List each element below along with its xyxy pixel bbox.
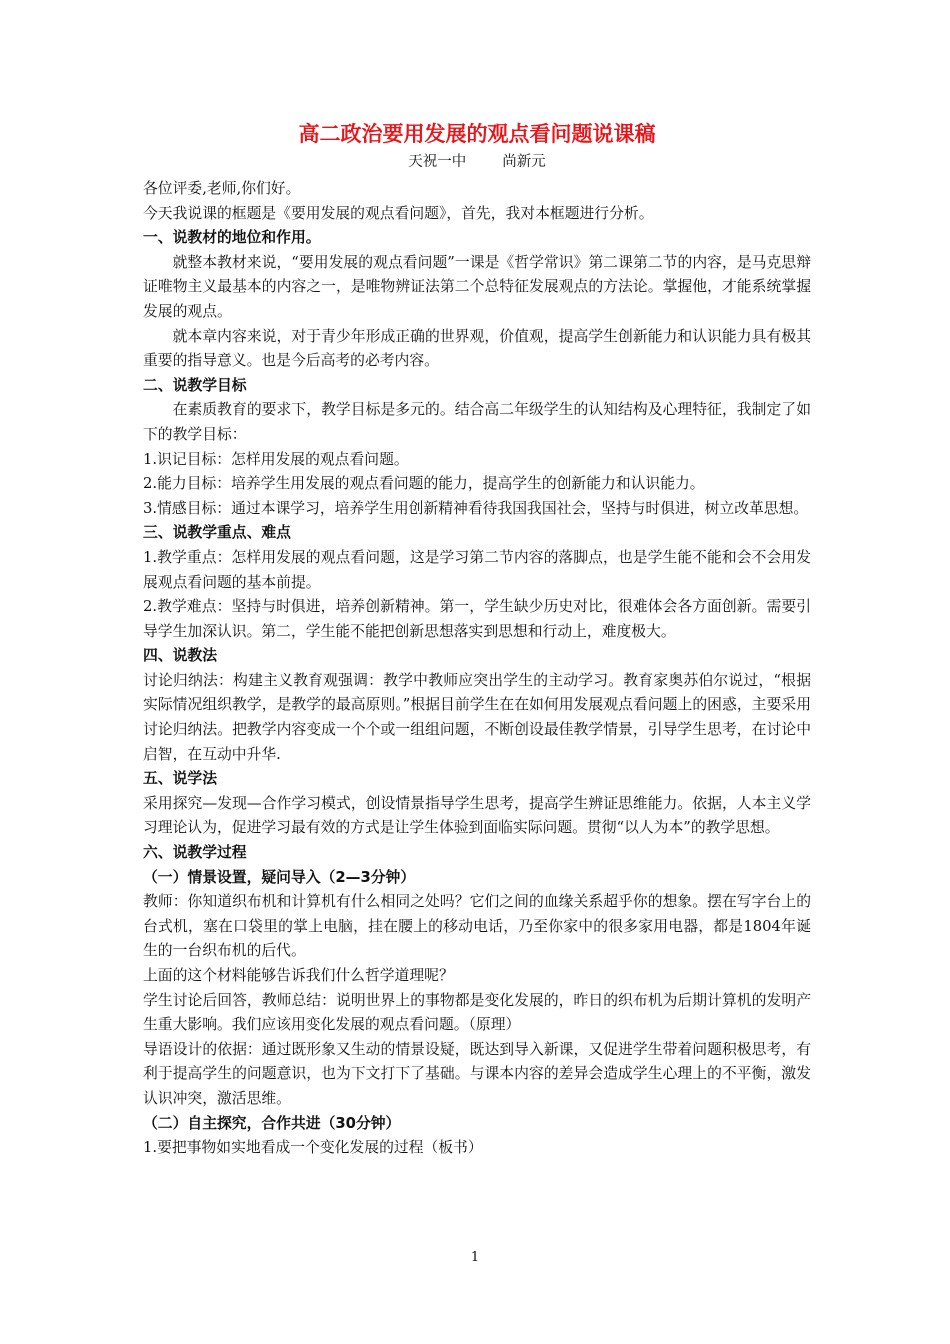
- author-line: [143, 151, 811, 173]
- paragraph: [143, 472, 811, 497]
- paragraph-text: 2.能力目标：培养学生用发展的观点看问题的能力，提高学生的创新能力和认识能力。: [143, 475, 705, 493]
- paragraph-text: 讨论归纳法：构建主义教育观强调：教学中教师应突出学生的主动学习。教育家奥苏伯尔说过，“根据实际情况组织教学，是教学的最高原则。”根据目前学生在在如何用发展观点看问题上的困惑，主要采用讨论归纳法。把教学内容变成一个个或一组组问题，不断创设最佳教学情景，引导学生思考，在讨论中启智，在互动中升华.: [143, 671, 811, 763]
- paragraph-text: 1.教学重点：怎样用发展的观点看问题，这是学习第二节内容的落脚点，也是学生能不能和会不会用发展观点看问题的基本前提。: [143, 548, 811, 591]
- paragraph: [143, 251, 811, 325]
- section-heading: 六、说教学过程: [143, 844, 247, 862]
- paragraph-text: 上面的这个材料能够告诉我们什么哲学道理呢？: [143, 967, 454, 984]
- paragraph: [143, 177, 811, 202]
- paragraph-text: 采用探究—发现—合作学习模式，创设情景指导学生思考，提高学生辨证思维能力。依据，人本主义学习理论认为，促进学习最有效的方式是让学生体验到面临实际问题。贯彻“以人为本”的教学思想。: [143, 794, 811, 837]
- author-name: 尚新元: [502, 154, 546, 170]
- section-heading: 四、说教法: [143, 647, 217, 665]
- paragraph-text: 在素质教育的要求下，教学目标是多元的。结合高二年级学生的认知结构及心理特征，我制定了如下的教学目标：: [143, 401, 811, 443]
- paragraph-text: 3.情感目标：通过本课学习，培养学生用创新精神看待我国我国社会，坚持与时俱进，树立改革思想。: [143, 499, 809, 517]
- document-body: [143, 120, 811, 1161]
- paragraph-text: 就整本教材来说，“要用发展的观点看问题”一课是《哲学常识》第二课第二节的内容，是马克思辩证唯物主义最基本的内容之一，是唯物辨证法第二个总特征发展观点的方法论。掌握他，才能系统掌握发展的观点。: [143, 253, 811, 320]
- paragraph: [143, 1136, 811, 1161]
- page-number: 1: [470, 1250, 480, 1265]
- paragraph: [143, 398, 811, 447]
- paragraph: [143, 792, 811, 841]
- paragraph: [143, 497, 811, 522]
- paragraph: [143, 448, 811, 473]
- paragraph: [143, 669, 811, 767]
- school-name: 天祝一中: [408, 154, 467, 170]
- paragraph-text: 学生讨论后回答，教师总结：说明世界上的事物都是变化发展的，昨日的织布机为后期计算机的发明产生重大影响。我们应该用变化发展的观点看问题。（原理）: [143, 991, 811, 1034]
- paragraph: [143, 546, 811, 595]
- section-heading: 二、说教学目标: [143, 376, 247, 394]
- paragraph-text: 各位评委,老师,你们好。: [143, 180, 301, 197]
- paragraph-text: 2.教学难点：坚持与时俱进，培养创新精神。第一，学生缺少历史对比，很难体会各方面创新。需要引导学生加深认识。第二，学生能不能把创新思想落实到思想和行动上，难度极大。: [143, 598, 811, 640]
- paragraph-text: 就本章内容来说，对于青少年形成正确的世界观，价值观，提高学生创新能力和认识能力具有极其重要的指导意义。也是今后高考的必考内容。: [143, 327, 811, 370]
- paragraph-text: 1.要把事物如实地看成一个变化发展的过程（板书）: [143, 1139, 483, 1157]
- document-text: [143, 177, 811, 1161]
- paragraph: [143, 964, 811, 989]
- paragraph: [143, 595, 811, 644]
- paragraph: [143, 890, 811, 964]
- section-heading: （二）自主探究，合作共进（30分钟）: [143, 1114, 401, 1132]
- paragraph: [143, 202, 811, 227]
- paragraph: [143, 1038, 811, 1112]
- paragraph-text: 导语设计的依据：通过既形象又生动的情景设疑，既达到导入新课，又促进学生带着问题积极思考，有利于提高学生的问题意识，也为下文打下了基础。与课本内容的差异会造成学生心理上的不平衡，激发认识冲突，激活思维。: [143, 1040, 811, 1107]
- paragraph: [143, 989, 811, 1038]
- paragraph-text: 今天我说课的框题是《要用发展的观点看问题》，首先，我对本框题进行分析。: [143, 204, 654, 222]
- paragraph-text: 教师：你知道织布机和计算机有什么相同之处吗？它们之间的血缘关系超乎你的想象。摆在写字台上的台式机，塞在口袋里的掌上电脑，挂在腰上的移动电话，乃至你家中的很多家用电器，都是1804年诞生的一台织布机的后代。: [143, 893, 811, 960]
- document-title: 高二政治要用发展的观点看问题说课稿: [298, 122, 656, 146]
- paragraph-text: 1.识记目标：怎样用发展的观点看问题。: [143, 450, 409, 468]
- section-heading: （一）情景设置，疑问导入（2—3分钟）: [143, 868, 416, 886]
- section-heading: 三、说教学重点、难点: [143, 524, 291, 542]
- paragraph: [143, 325, 811, 374]
- section-heading: 五、说学法: [143, 770, 217, 788]
- section-heading: 一、说教材的地位和作用。: [143, 229, 321, 247]
